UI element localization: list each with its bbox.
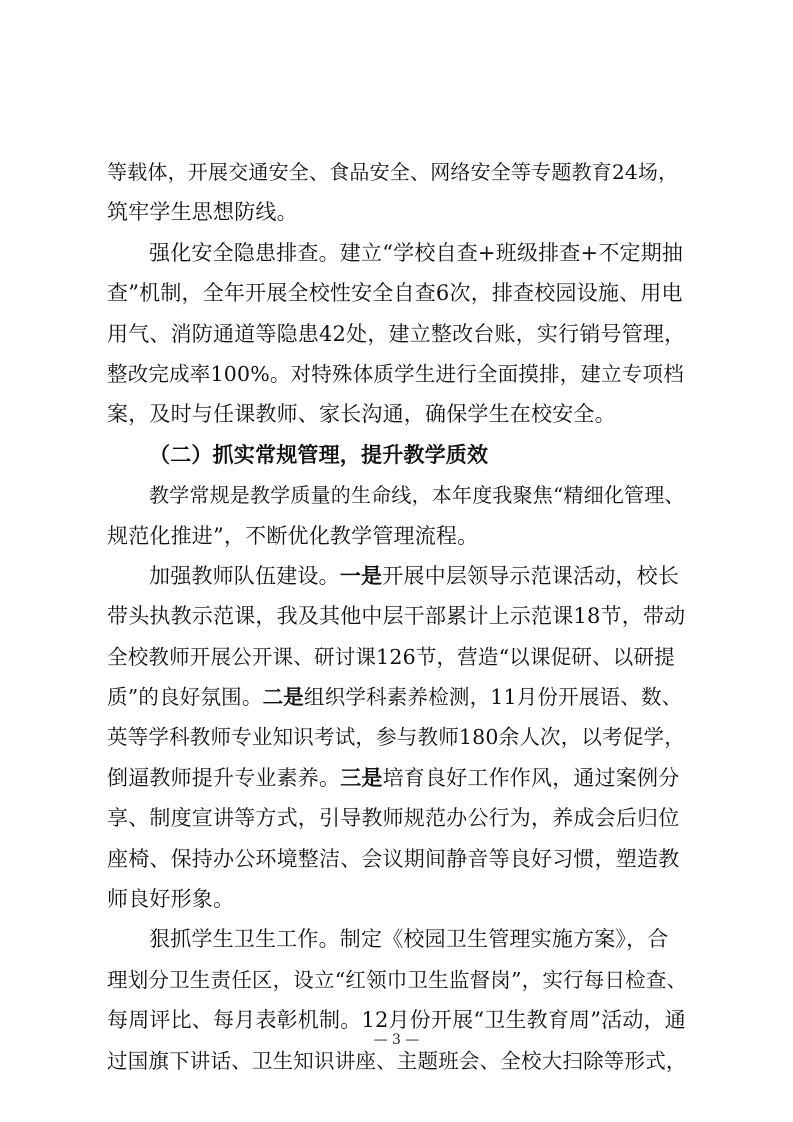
point-text: 培育良好工作作风，通过案例分 xyxy=(382,765,680,790)
text-line: 师良好形象。 xyxy=(107,887,235,912)
text-line xyxy=(107,758,687,798)
point-text: 倒逼教师提升专业素养。 xyxy=(107,765,341,790)
paragraph-topic: 加强教师队伍建设。 xyxy=(149,563,340,588)
text-line: 座椅、保持办公环境整洁、会议期间静音等良好习惯，塑造教 xyxy=(107,846,680,871)
text-line: 理划分卫生责任区，设立“红领巾卫生监督岗”，实行每日检查、 xyxy=(107,967,688,992)
text-line: 查”机制，全年开展全校性安全自查6次，排查校园设施、用电 xyxy=(107,281,683,306)
text-line: 案，及时与任课教师、家长沟通，确保学生在校安全。 xyxy=(107,402,616,427)
body-text xyxy=(107,152,687,1081)
text-line: 英等学科教师专业知识考试，参与教师180余人次，以考促学， xyxy=(107,725,685,750)
paragraph-start-line xyxy=(107,556,687,596)
text-line: 带头执教示范课，我及其他中层干部累计上示范课18节，带动 xyxy=(107,604,686,629)
section-heading: （二）抓实常规管理，提升教学质效 xyxy=(149,441,489,467)
paragraph-start-line: 狠抓学生卫生工作。制定《校园卫生管理实施方案》，合 xyxy=(149,927,669,952)
text-line: 规范化推进”，不断优化教学管理流程。 xyxy=(107,523,479,548)
text-line: 筑牢学生思想防线。 xyxy=(107,200,298,225)
point-marker-2: 二是 xyxy=(262,685,304,710)
text-line: 每周评比、每月表彰机制。12月份开展“卫生教育周”活动，通 xyxy=(107,1008,686,1033)
text-line: 享、制度宣讲等方式，引导教师规范办公行为，养成会后归位 xyxy=(107,806,680,831)
text-line: 等载体，开展交通安全、食品安全、网络安全等专题教育24场， xyxy=(107,160,679,184)
point-text: 质”的良好氛围。 xyxy=(107,685,263,710)
point-marker-3: 三是 xyxy=(340,764,383,790)
point-text: 组织学科素养检测，11月份开展语、数、 xyxy=(304,685,683,710)
text-line: 整改完成率100%。对特殊体质学生进行全面摸排，建立专项档 xyxy=(107,361,684,386)
text-line xyxy=(107,677,687,717)
point-text: 开展中层领导示范课活动，校长 xyxy=(382,563,680,588)
text-line: 过国旗下讲话、卫生知识讲座、主题班会、全校大扫除等形式， xyxy=(107,1048,687,1073)
text-line: 用气、消防通道等隐患42处，建立整改台账，实行销号管理， xyxy=(107,321,686,346)
text-line: 全校教师开展公开课、研讨课126节，营造“以课促研、以研提 xyxy=(107,644,675,669)
page-number: — 3 — xyxy=(373,1032,420,1048)
point-marker-1: 一是 xyxy=(339,562,383,588)
paragraph-start-line: 教学常规是教学质量的生命线，本年度我聚焦“精细化管理、 xyxy=(149,483,685,508)
paragraph-start-line: 强化安全隐患排查。建立“学校自查+班级排查+不定期抽 xyxy=(149,240,684,265)
